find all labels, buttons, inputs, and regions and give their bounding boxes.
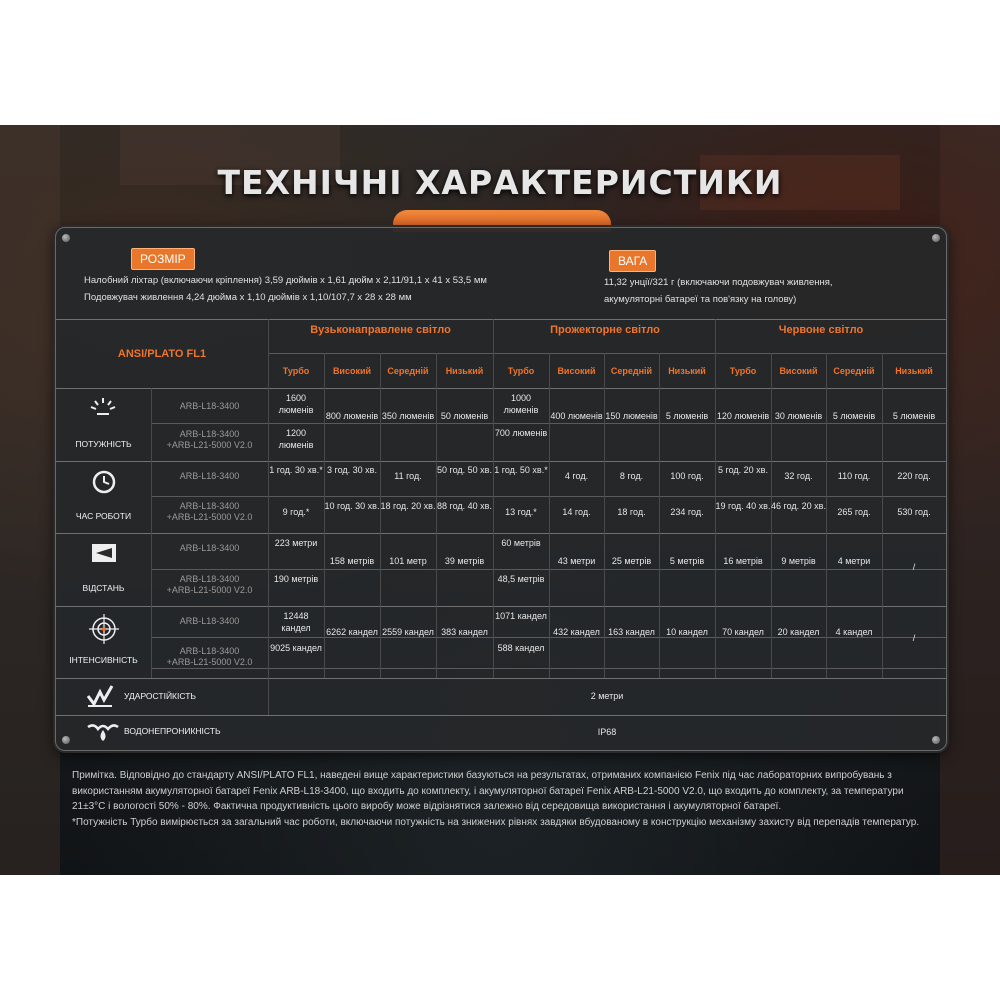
standard-label: ANSI/PLATO FL1 xyxy=(117,348,207,360)
divider xyxy=(56,533,946,534)
clock-icon xyxy=(91,469,117,495)
spec-cell: 32 год. xyxy=(784,471,813,481)
category-impact: УДАРОСТІЙКІСТЬ xyxy=(124,691,196,701)
size-line-2: Подовжувач живлення 4,24 дюйма x 1,10 дюймів x 1,10/107,7 x 28 x 28 мм xyxy=(84,292,412,303)
power-icon xyxy=(88,394,118,416)
mode-low: Низький xyxy=(445,366,484,376)
spec-cell: 43 метри xyxy=(557,556,596,566)
spec-cell: 5 метрів xyxy=(669,556,705,566)
spec-cell: 190 метрів xyxy=(273,574,319,584)
spec-panel xyxy=(55,227,947,751)
footnotes xyxy=(72,768,938,830)
group-header-flood: Прожекторне світло xyxy=(550,324,660,336)
spec-cell: 383 кандел xyxy=(441,627,488,637)
spec-cell: 60 метрів xyxy=(501,538,541,548)
spec-cell: 800 люменів xyxy=(325,411,379,421)
spec-cell: 1600 люменів xyxy=(278,393,314,415)
divider xyxy=(56,319,946,320)
category-runtime: ЧАС РОБОТИ xyxy=(75,511,132,521)
spec-cell: 2559 кандел xyxy=(382,627,434,637)
weight-line-2: акумуляторні батареї та пов'язку на голову) xyxy=(604,294,797,305)
screw-icon xyxy=(62,736,70,744)
size-badge: РОЗМІР xyxy=(131,248,195,270)
spec-cell: 530 год. xyxy=(897,507,931,517)
category-water: ВОДОНЕПРОНИКНІСТЬ xyxy=(124,726,221,736)
footnote-main: Примітка. Відповідно до стандарту ANSI/PLATO FL1, наведені вище характеристики базуються на результатах, отриманих компанією Fenix під час лабораторних випробувань з використанням акумуляторної батареї Fenix ARB-L18-3400, що входить до комплекту, і акумуляторної батареї Fenix ARB-L21-5000 V2.0, що входить до комплекту, за температури 21±3°C і вологості 50% - 80%. Фактична продуктивність цього виробу може відрізнятися залежно від середовища використання і акумуляторної батареї. xyxy=(72,770,904,812)
impact-value: 2 метри xyxy=(590,691,624,701)
water-icon xyxy=(86,721,120,743)
mode-medium: Середній xyxy=(387,366,429,376)
weight-line-1: 11,32 унції/321 г (включаючи подовжувач живлення, xyxy=(604,277,833,288)
screw-icon xyxy=(932,234,940,242)
spec-cell: 1 год. 30 хв.* xyxy=(269,465,323,475)
bg-beam xyxy=(0,125,60,875)
spec-cell: / xyxy=(912,562,916,572)
model-label: ARB-L18-3400 xyxy=(179,616,240,626)
spec-cell: 1000 люменів xyxy=(503,393,539,415)
spec-cell: 16 метрів xyxy=(723,556,763,566)
spec-cell: 9 метрів xyxy=(781,556,816,566)
spec-poster xyxy=(0,125,1000,875)
model-label: ARB-L18-3400 xyxy=(179,401,240,411)
model-label: +ARB-L21-5000 V2.0 xyxy=(166,440,253,450)
mode-high: Високий xyxy=(557,366,596,376)
size-line-1: Налобний ліхтар (включаючи кріплення) 3,59 дюймів x 1,61 дюйм x 2,11/91,1 x 41 x 53,5 мм xyxy=(84,275,487,286)
mode-turbo: Турбо xyxy=(507,366,535,376)
spec-cell: 39 метрів xyxy=(444,556,485,566)
spec-cell: / xyxy=(912,633,916,643)
spec-cell: 11 год. xyxy=(394,471,422,481)
spec-cell: 350 люменів xyxy=(381,411,435,421)
divider xyxy=(56,388,946,389)
spec-cell: 6262 кандел xyxy=(326,627,378,637)
spec-cell: 100 год. xyxy=(670,471,704,481)
spec-cell: 4 год. xyxy=(564,471,589,481)
spec-cell: 700 люменів xyxy=(494,428,548,438)
group-header-narrow: Вузьконаправлене світло xyxy=(310,324,451,336)
spec-cell: 18 год. 20 хв. xyxy=(380,501,436,511)
category-distance: ВІДСТАНЬ xyxy=(82,583,125,593)
spec-cell: 120 люменів xyxy=(716,411,770,421)
spec-cell: 158 метрів xyxy=(329,556,375,566)
screw-icon xyxy=(62,234,70,242)
mode-turbo: Турбо xyxy=(282,366,310,376)
spec-cell: 50 год. 50 хв. xyxy=(437,465,492,475)
spec-cell: 18 год. xyxy=(617,507,646,517)
spec-cell: 110 год. xyxy=(837,471,871,481)
spec-cell: 223 метри xyxy=(274,538,318,548)
water-value: IP68 xyxy=(597,727,617,737)
spec-cell: 432 кандел xyxy=(553,627,600,637)
distance-icon xyxy=(90,542,118,564)
mode-medium: Середній xyxy=(610,366,653,376)
model-label: ARB-L18-3400 xyxy=(179,471,240,481)
spec-cell: 88 год. 40 хв. xyxy=(437,501,492,511)
divider xyxy=(56,461,946,462)
spec-cell: 5 люменів xyxy=(892,411,936,421)
spec-cell: 1 год. 50 хв.* xyxy=(494,465,548,475)
model-label: +ARB-L21-5000 V2.0 xyxy=(166,512,253,522)
spec-cell: 10 год. 30 хв. xyxy=(324,501,380,511)
mode-turbo: Турбо xyxy=(729,366,757,376)
spec-cell: 150 люменів xyxy=(605,411,658,421)
divider xyxy=(56,606,946,607)
spec-cell: 5 люменів xyxy=(832,411,876,421)
impact-icon xyxy=(86,684,114,708)
footnote-turbo: *Потужність Турбо вимірюється за загальний час роботи, включаючи потужність на знижених рівнях завдяки вбудованому в конструкцію механізму захисту від перепадів температур. xyxy=(72,816,920,828)
spec-cell: 101 метр xyxy=(389,556,427,566)
spec-cell: 1071 кандел xyxy=(495,611,547,621)
spec-cell: 4 метри xyxy=(837,556,871,566)
spec-cell: 30 люменів xyxy=(774,411,823,421)
mode-medium: Середній xyxy=(833,366,875,376)
mode-low: Низький xyxy=(895,366,933,376)
spec-cell: 5 люменів xyxy=(665,411,709,421)
spec-cell: 70 кандел xyxy=(722,627,764,637)
mode-high: Високий xyxy=(779,366,818,376)
mode-high: Високий xyxy=(332,366,372,376)
spec-cell: 588 кандел xyxy=(497,643,545,653)
spec-cell: 4 кандел xyxy=(835,627,873,637)
spec-cell: 9 год.* xyxy=(282,507,310,517)
spec-cell: 14 год. xyxy=(562,507,591,517)
weight-badge: ВАГА xyxy=(609,250,656,272)
spec-cell: 25 метрів xyxy=(611,556,652,566)
category-power: ПОТУЖНІСТЬ xyxy=(75,439,132,449)
spec-cell: 19 год. 40 хв. xyxy=(715,501,771,511)
spec-cell: 3 год. 30 хв. xyxy=(327,465,377,475)
model-label: ARB-L18-3400 xyxy=(179,429,240,439)
spec-cell: 50 люменів xyxy=(440,411,489,421)
spec-cell: 1200 люменів xyxy=(278,428,314,450)
model-label: ARB-L18-3400 xyxy=(179,501,240,511)
spec-cell: 5 год. 20 хв. xyxy=(718,465,768,475)
spec-cell: 46 год. 20 хв. xyxy=(771,501,826,511)
spec-cell: 400 люменів xyxy=(550,411,603,421)
spec-cell: 234 год. xyxy=(670,507,704,517)
group-header-red: Червоне світло xyxy=(778,324,864,336)
model-label: ARB-L18-3400 xyxy=(179,543,240,553)
spec-cell: 12448 кандел xyxy=(281,611,311,633)
spec-cell: 220 год. xyxy=(897,471,931,481)
divider xyxy=(56,715,946,716)
spec-cell: 265 год. xyxy=(837,507,871,517)
model-label: +ARB-L21-5000 V2.0 xyxy=(166,657,253,667)
spec-cell: 9025 кандел xyxy=(270,643,322,653)
divider xyxy=(56,678,946,679)
mode-low: Низький xyxy=(668,366,706,376)
category-intensity: ІНТЕНСИВНІСТЬ xyxy=(69,655,138,665)
spec-cell: 10 кандел xyxy=(666,627,708,637)
divider xyxy=(268,353,946,354)
spec-cell: 48,5 метрів xyxy=(497,574,545,584)
spec-cell: 8 год. xyxy=(619,471,644,481)
model-label: ARB-L18-3400 xyxy=(179,574,240,584)
model-label: ARB-L18-3400 xyxy=(179,646,240,656)
spec-cell: 163 кандел xyxy=(608,627,655,637)
crosshair-icon xyxy=(89,614,119,644)
bg-beam xyxy=(940,125,1000,875)
model-label: +ARB-L21-5000 V2.0 xyxy=(166,585,253,595)
spec-cell: 20 кандел xyxy=(777,627,820,637)
spec-cell: 13 год.* xyxy=(505,507,537,517)
page-title: ТЕХНІЧНІ ХАРАКТЕРИСТИКИ xyxy=(217,163,783,202)
